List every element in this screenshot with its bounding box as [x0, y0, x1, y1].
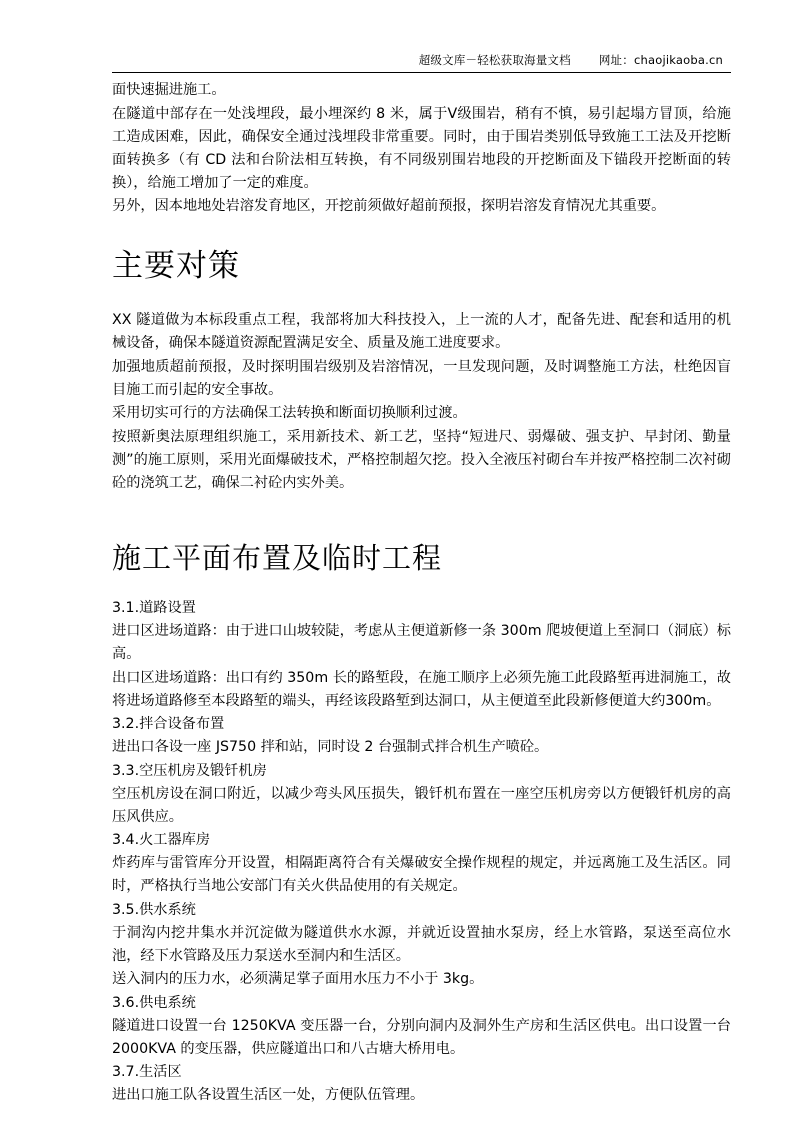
paragraph: XX 隧道做为本标段重点工程，我部将加大科技投入，上一流的人才，配备先进、配套和适用的机械设备，确保本隧道资源配置满足安全、质量及施工进度要求。 [112, 312, 731, 352]
subsection-title: 3.2.拌合设备布置 [112, 716, 225, 733]
header-url: chaojikaoba.cn [633, 53, 723, 67]
paragraph: 按照新奥法原理组织施工，采用新技术、新工艺，坚持“短进尺、弱爆破、强支护、早封闭、勤量测”的施工原则，采用光面爆破技术，严格控制超欠挖。投入全液压衬砌台车并按严格控制二次衬砌砼的浇筑工艺，确保二衬砼内实外美。 [112, 428, 731, 491]
paragraph: 于洞沟内挖井集水并沉淀做为隧道供水水源，并就近设置抽水泵房，经上水管路，泵送至高位水池，经下水管路及压力泵送水至洞内和生活区。 [112, 924, 731, 964]
paragraph: 空压机房设在洞口附近，以减少弯头风压损失，锻钎机布置在一座空压机房旁以方便锻钎机房的高压风供应。 [112, 785, 731, 825]
paragraph: 进口区进场道路：由于进口山坡较陡，考虑从主便道新修一条 300m 爬坡便道上至洞口（洞底）标高。 [112, 623, 731, 663]
subsection-title: 3.6.供电系统 [112, 994, 196, 1011]
document-body [112, 79, 731, 1107]
subsection-title: 3.5.供水系统 [112, 901, 196, 918]
paragraph: 面快速掘进施工。 [112, 82, 226, 98]
paragraph: 送入洞内的压力水，必须满足掌子面用水压力不小于 3kg。 [112, 971, 484, 988]
paragraph: 进出口施工队各设置生活区一处，方便队伍管理。 [112, 1087, 425, 1104]
paragraph: 隧道进口设置一台 1250KVA 变压器一台，分别向洞内及洞外生产房和生活区供电。出口设置一台 2000KVA 的变压器，供应隧道出口和八古塘大桥用电。 [112, 1017, 731, 1057]
paragraph: 进出口各设一座 JS750 拌和站，同时设 2 台强制式拌合机生产喷砼。 [112, 739, 549, 756]
section-heading-main-measures: 主要对策 [112, 248, 240, 284]
paragraph: 采用切实可行的方法确保工法转换和断面切换顺利过渡。 [112, 405, 467, 422]
header-url-label: 网址： [598, 53, 634, 67]
subsection-title: 3.1.道路设置 [112, 600, 196, 617]
page-header [112, 52, 731, 68]
subsection-title: 3.4.火工器库房 [112, 832, 211, 849]
paragraph: 另外，因本地地处岩溶发育地区，开挖前须做好超前预报，探明岩溶发育情况尤其重要。 [112, 198, 666, 214]
paragraph: 炸药库与雷管库分开设置，相隔距离符合有关爆破安全操作规程的规定，并远离施工及生活区。同时，严格执行当地公安部门有关火供品使用的有关规定。 [112, 855, 731, 895]
subsection-title: 3.3.空压机房及锻钎机房 [112, 762, 267, 779]
paragraph: 出口区进场道路：出口有约 350m 长的路堑段，在施工顺序上必须先施工此段路堑再进洞施工，故将进场道路修至本段路堑的端头，再经该段路堑到达洞口，从主便道至此段新修便道大约300m。 [112, 669, 731, 709]
header-divider [112, 72, 731, 73]
paragraph: 加强地质超前预报，及时探明围岩级别及岩溶情况，一旦发现问题，及时调整施工方法，杜绝因盲目施工而引起的安全事故。 [112, 358, 731, 398]
section-heading-site-layout: 施工平面布置及临时工程 [112, 540, 443, 575]
paragraph: 在隧道中部存在一处浅埋段，最小埋深约 8 米，属于Ⅴ级围岩，稍有不慎，易引起塌方冒顶，给施工造成困难，因此，确保安全通过浅埋段非常重要。同时，由于围岩类别低导致施工工法及开挖断面转换多（有 CD 法和台阶法相互转换，有不同级别围岩地段的开挖断面及下锚段开挖断面的转换），给施工增加了一定的难度。 [112, 105, 731, 191]
subsection-title: 3.7.生活区 [112, 1064, 182, 1081]
header-site-name: 超级文库－轻松获取海量文档 [418, 53, 571, 67]
